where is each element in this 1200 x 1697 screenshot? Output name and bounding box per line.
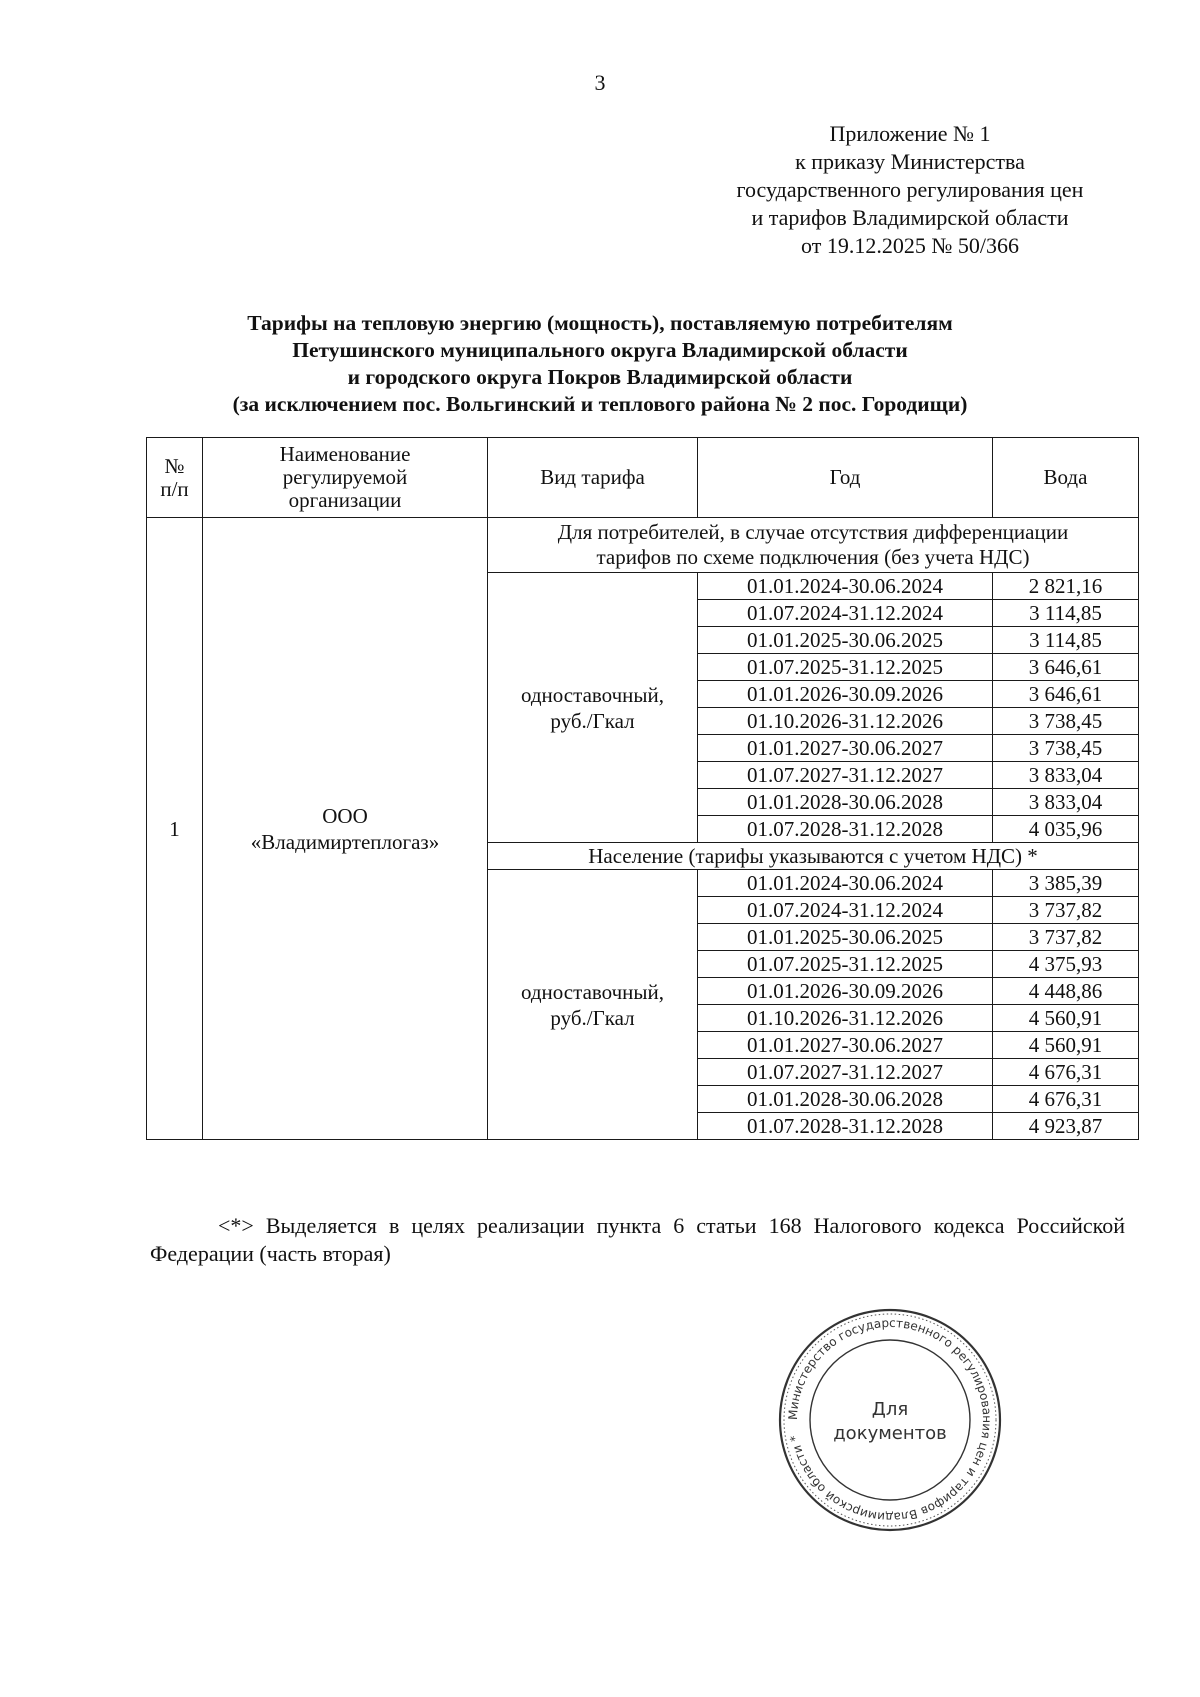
- period-cell: 01.10.2026-31.12.2026: [698, 1005, 993, 1032]
- stamp-ring-text: Министерство государственного регулирования цен и тарифов Владимирской области *: [785, 1315, 995, 1525]
- tariff-value-cell: 3 646,61: [993, 681, 1139, 708]
- header-number: № п/п: [147, 438, 203, 518]
- stamp-inner-ring: [810, 1340, 970, 1500]
- document-title: [150, 310, 1050, 418]
- header-water: Вода: [993, 438, 1139, 518]
- tariff-value-cell: 4 035,96: [993, 816, 1139, 843]
- annex-line: Приложение № 1: [829, 121, 991, 146]
- period-cell: 01.07.2024-31.12.2024: [698, 897, 993, 924]
- stamp-center-line: документов: [833, 1423, 947, 1444]
- table-header-row: [147, 438, 1139, 518]
- period-cell: 01.01.2027-30.06.2027: [698, 1032, 993, 1059]
- title-line: Тарифы на тепловую энергию (мощность), поставляемую потребителям: [247, 311, 953, 335]
- period-cell: 01.07.2024-31.12.2024: [698, 600, 993, 627]
- period-cell: 01.01.2024-30.06.2024: [698, 573, 993, 600]
- tariff-value-cell: 3 737,82: [993, 897, 1139, 924]
- header-year: Год: [698, 438, 993, 518]
- period-cell: 01.07.2025-31.12.2025: [698, 654, 993, 681]
- tariff-value-cell: 4 560,91: [993, 1005, 1139, 1032]
- organization-name: ООО «Владимиртеплогаз»: [203, 518, 488, 1140]
- annex-line: государственного регулирования цен: [736, 177, 1084, 202]
- tariff-value-cell: 4 923,87: [993, 1113, 1139, 1140]
- header-organization: Наименование регулируемой организации: [203, 438, 488, 518]
- period-cell: 01.10.2026-31.12.2026: [698, 708, 993, 735]
- period-cell: 01.07.2028-31.12.2028: [698, 1113, 993, 1140]
- tariff-value-cell: 4 560,91: [993, 1032, 1139, 1059]
- period-cell: 01.01.2025-30.06.2025: [698, 627, 993, 654]
- official-stamp: [775, 1305, 1005, 1535]
- period-cell: 01.01.2026-30.09.2026: [698, 681, 993, 708]
- period-cell: 01.01.2028-30.06.2028: [698, 1086, 993, 1113]
- period-cell: 01.07.2027-31.12.2027: [698, 1059, 993, 1086]
- tariff-value-cell: 3 385,39: [993, 870, 1139, 897]
- period-cell: 01.07.2025-31.12.2025: [698, 951, 993, 978]
- tariff-value-cell: 3 738,45: [993, 735, 1139, 762]
- period-cell: 01.01.2026-30.09.2026: [698, 978, 993, 1005]
- annex-line: к приказу Министерства: [795, 149, 1025, 174]
- period-cell: 01.07.2027-31.12.2027: [698, 762, 993, 789]
- section-title: Для потребителей, в случае отсутствия дифференциации тарифов по схеме подключения (без учета НДС): [488, 518, 1139, 573]
- title-line: (за исключением пос. Вольгинский и теплового района № 2 пос. Городищи): [232, 392, 968, 416]
- footnote: <*> Выделяется в целях реализации пункта 6 статьи 168 Налогового кодекса Российской Федерации (часть вторая): [150, 1213, 1125, 1266]
- tariff-kind: одноставочный, руб./Гкал: [488, 573, 698, 843]
- tariff-value-cell: 4 676,31: [993, 1059, 1139, 1086]
- tariff-value-cell: 3 738,45: [993, 708, 1139, 735]
- annex-line: от 19.12.2025 № 50/366: [801, 233, 1019, 258]
- section-row: [147, 518, 1139, 573]
- page-number: 3: [594, 70, 606, 95]
- period-cell: 01.01.2024-30.06.2024: [698, 870, 993, 897]
- tariff-table: [146, 437, 1139, 1140]
- section-title: Население (тарифы указываются с учетом НДС) *: [488, 843, 1139, 870]
- tariff-value-cell: 4 448,86: [993, 978, 1139, 1005]
- annex-line: и тарифов Владимирской области: [751, 205, 1069, 230]
- period-cell: 01.01.2025-30.06.2025: [698, 924, 993, 951]
- tariff-value-cell: 4 375,93: [993, 951, 1139, 978]
- table-body: [147, 518, 1139, 1140]
- tariff-value-cell: 3 737,82: [993, 924, 1139, 951]
- tariff-value-cell: 3 114,85: [993, 627, 1139, 654]
- tariff-value-cell: 3 833,04: [993, 762, 1139, 789]
- stamp-outer-ring: [780, 1310, 1000, 1530]
- period-cell: 01.01.2027-30.06.2027: [698, 735, 993, 762]
- period-cell: 01.01.2028-30.06.2028: [698, 789, 993, 816]
- tariff-kind: одноставочный, руб./Гкал: [488, 870, 698, 1140]
- stamp-dotted-ring: [784, 1314, 996, 1526]
- tariff-value-cell: 3 833,04: [993, 789, 1139, 816]
- row-number: 1: [147, 518, 203, 1140]
- title-line: Петушинского муниципального округа Владимирской области: [292, 338, 908, 362]
- tariff-value-cell: 3 646,61: [993, 654, 1139, 681]
- tariff-value-cell: 3 114,85: [993, 600, 1139, 627]
- annex-header: [700, 120, 1120, 260]
- header-tariff-type: Вид тарифа: [488, 438, 698, 518]
- period-cell: 01.07.2028-31.12.2028: [698, 816, 993, 843]
- title-line: и городского округа Покров Владимирской области: [347, 365, 853, 389]
- tariff-value-cell: 4 676,31: [993, 1086, 1139, 1113]
- stamp-center-line: Для: [871, 1399, 909, 1420]
- tariff-value-cell: 2 821,16: [993, 573, 1139, 600]
- stamp-graphic: [775, 1305, 1005, 1535]
